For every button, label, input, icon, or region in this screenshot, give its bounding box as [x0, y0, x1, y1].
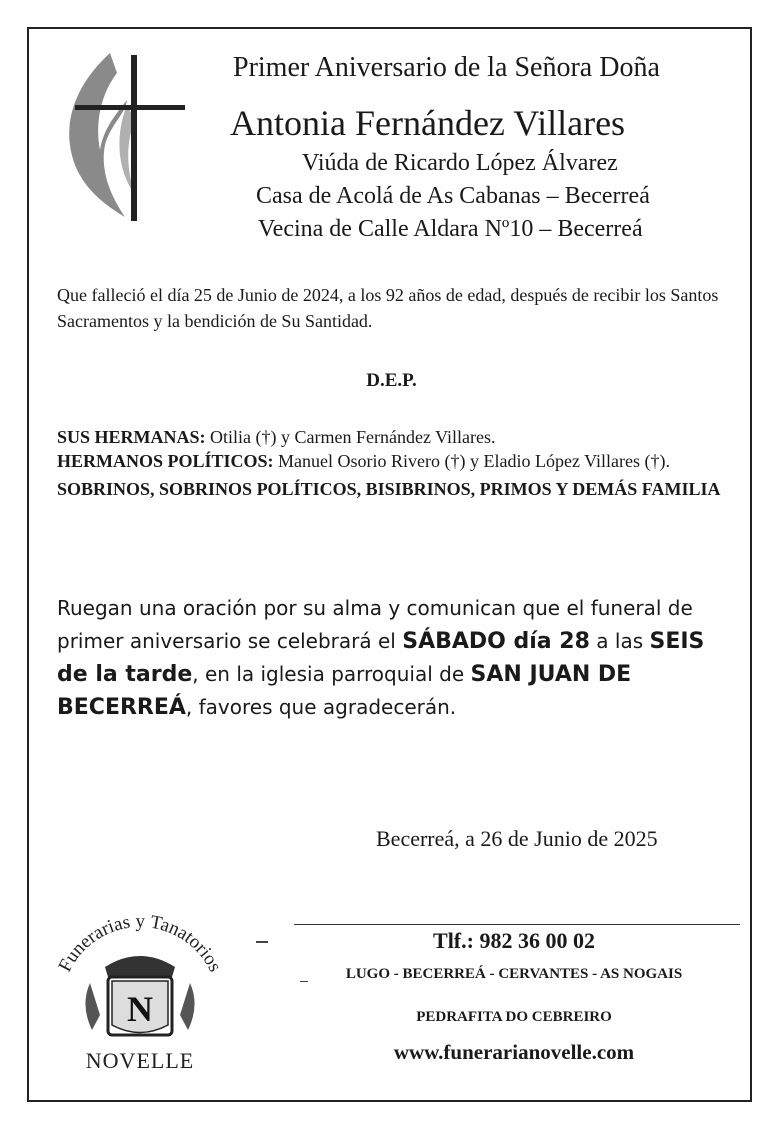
logo-name: NOVELLE: [85, 1048, 195, 1073]
header-title: Primer Aniversario de la Señora Doña: [233, 52, 660, 83]
deceased-name: Antonia Fernández Villares: [230, 103, 626, 143]
funeral-day: SÁBADO día 28: [402, 629, 590, 654]
others-line: [57, 477, 727, 501]
inlaws-line: [57, 449, 727, 473]
ruegan-part1: Ruegan una oración por su alma y comunican que el funeral de primer aniversario se celebrará el: [57, 596, 693, 653]
inlaws-text: Manuel Osorio Rivero (†) y Eladio López Villares (†).: [273, 451, 671, 471]
house-line: Casa de Acolá de As Cabanas – Becerreá: [256, 183, 650, 209]
logo-letter: N: [127, 989, 153, 1029]
towns-list: LUGO - BECERREÁ - CERVANTES - AS NOGAIS: [345, 966, 683, 982]
place-date: Becerreá, a 26 de Junio de 2025: [376, 826, 658, 851]
ruegan-part2: a las: [589, 629, 650, 653]
ruegan-part4: , favores que agradecerán.: [185, 695, 457, 719]
funeral-announcement: [57, 592, 737, 724]
others-text: SOBRINOS, SOBRINOS POLÍTICOS, BISIBRINOS, PRIMOS Y DEMÁS FAMILIA: [57, 479, 721, 499]
family-section: [57, 425, 727, 501]
website-link[interactable]: www.funerarianovelle.com: [393, 1040, 635, 1064]
church-name: SAN JUAN DE BECERREÁ: [57, 662, 632, 720]
logo-arc-text: Funerarias y Tanatorios: [54, 910, 226, 976]
sisters-text: Otilia (†) y Carmen Fernández Villares.: [205, 427, 496, 447]
widow-line: Viúda de Ricardo López Álvarez: [302, 150, 618, 176]
address-line: Vecina de Calle Aldara Nº10 – Becerreá: [258, 216, 643, 242]
phone-number: Tlf.: 982 36 00 02: [433, 928, 595, 953]
funeral-time: SEIS de la tarde: [57, 629, 705, 687]
ruegan-part3: , en la iglesia parroquial de: [192, 662, 471, 686]
cross-flame-icon: [55, 45, 190, 225]
towns-list-2: PEDRAFITA DO CEBREIRO: [416, 1009, 612, 1025]
sisters-label: SUS HERMANAS:: [57, 427, 206, 447]
intro-paragraph: Que falleció el día 25 de Junio de 2024, a los 92 años de edad, después de recibir los Santos Sacramentos y la bendición de Su Santidad.: [57, 285, 719, 331]
sisters-line: [57, 425, 727, 449]
footer-divider: [294, 924, 740, 925]
dep-heading: D.E.P.: [366, 370, 417, 391]
inlaws-label: HERMANOS POLÍTICOS:: [57, 451, 274, 471]
